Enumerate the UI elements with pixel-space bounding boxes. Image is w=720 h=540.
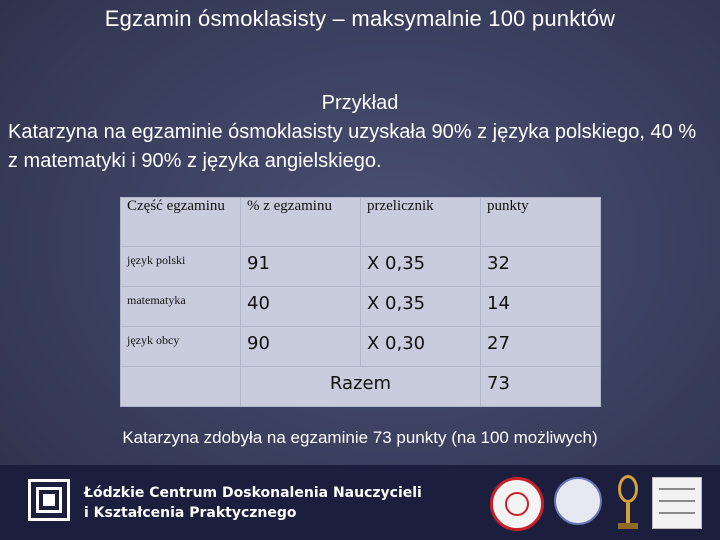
cell-percent: 91 [241,247,361,287]
column-header-points: punkty [481,198,601,247]
slide-title: Egzamin ósmoklasisty – maksymalnie 100 punktów [104,6,616,31]
cell-percent: 40 [241,287,361,327]
conclusion-text: Katarzyna zdobyła na egzaminie 73 punkty (na 100 możliwych) [122,428,598,447]
cell-part: język polski [121,247,241,287]
footer-banner [0,465,720,540]
cell-multiplier: X 0,35 [361,287,481,327]
column-header-percent: % z egzaminu [241,198,361,247]
example-label: Przykład [321,92,399,114]
table-total-row [121,367,601,407]
table-header-row [121,198,601,247]
cell-points: 27 [481,327,601,367]
total-label: Razem [241,367,481,407]
scores-table [120,197,601,407]
accreditation-seal-icon [554,477,602,525]
column-header-multiplier: przelicznik [361,198,481,247]
certification-seal-icon [490,477,544,531]
cell-empty [121,367,241,407]
institution-logo-icon [28,479,70,521]
column-header-part: Część egzaminu [121,198,241,247]
certificate-badge-icon [652,477,702,529]
cell-percent: 90 [241,327,361,367]
table-row [121,327,601,367]
cell-part: język obcy [121,327,241,367]
example-text: Katarzyna na egzaminie ósmoklasisty uzyskała 90% z języka polskiego, 40 % z matematyki i 90% z języka angielskiego. [8,121,697,172]
cell-multiplier: X 0,35 [361,247,481,287]
table-row [121,247,601,287]
cell-points: 32 [481,247,601,287]
institution-name-line2: i Kształcenia Praktycznego [84,505,297,521]
institution-name-line1: Łódzkie Centrum Doskonalenia Nauczycieli [84,485,422,501]
cell-part: matematyka [121,287,241,327]
cell-multiplier: X 0,30 [361,327,481,367]
cell-points: 14 [481,287,601,327]
award-trophy-icon [614,473,642,533]
total-points: 73 [481,367,601,407]
table-row [121,287,601,327]
institution-name [84,483,422,523]
